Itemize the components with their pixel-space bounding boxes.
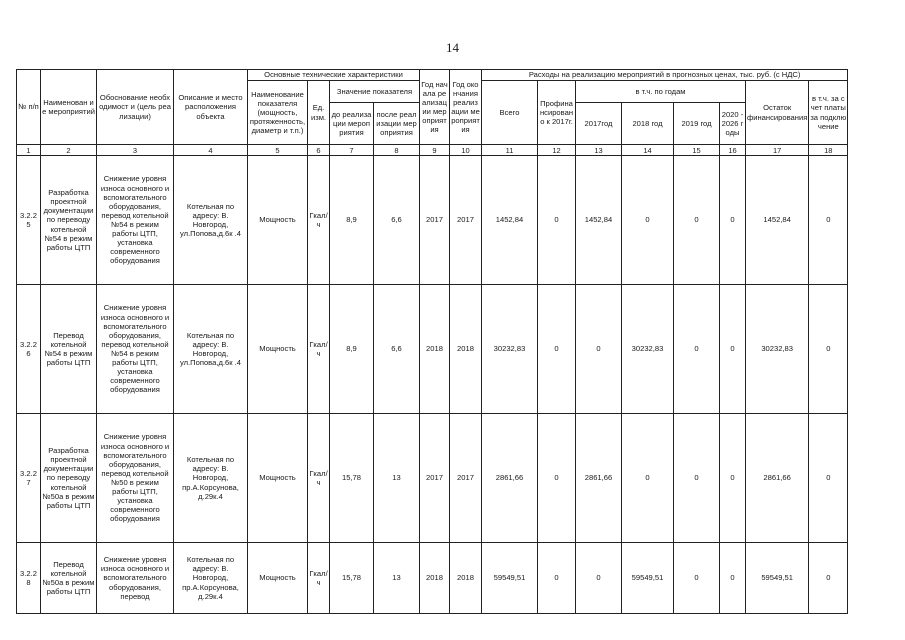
cell-total: 30232,83 [482,285,538,414]
cell-location: Котельная по адресу: В. Новгород, пр.А.Корсунова, д.29к.4 [174,414,248,543]
cell-2018: 59549,51 [622,543,674,614]
header-location: Описание и место расположения объекта [174,70,248,145]
measures-table [16,69,848,614]
cell-financed: 0 [538,285,576,414]
cell-2018: 30232,83 [622,285,674,414]
header-2019: 2019 год [674,103,720,145]
col-number: 5 [248,145,308,156]
cell-num: 3.2.2 5 [17,156,41,285]
col-number: 9 [420,145,450,156]
cell-num: 3.2.2 8 [17,543,41,614]
cell-year-end: 2018 [450,543,482,614]
table-row [17,414,848,543]
cell-remain: 59549,51 [746,543,809,614]
cell-remain: 30232,83 [746,285,809,414]
header-2017: 2017год [576,103,622,145]
cell-2019: 0 [674,156,720,285]
cell-reason-text: Снижение уровня износа основного и вспомогательного оборудования, перевод котельной №54 в режим работы ЦТП, установка современного оборудования [100,174,170,266]
cell-indicator: Мощность [248,156,308,285]
cell-2017: 0 [576,285,622,414]
cell-reason [97,543,174,614]
cell-num: 3.2.2 7 [17,414,41,543]
header-before: до реализации мероприятия [330,103,374,145]
col-number: 17 [746,145,809,156]
cell-indicator: Мощность [248,414,308,543]
cell-name: Перевод котельной №54 в режим работы ЦТП [41,285,97,414]
cell-2018: 0 [622,414,674,543]
cell-indicator: Мощность [248,543,308,614]
cell-unit: Гкал/ч [308,543,330,614]
cell-2019: 0 [674,285,720,414]
cell-before: 15,78 [330,543,374,614]
header-name: Наименован ие мероприятий [41,70,97,145]
cell-year-end: 2017 [450,156,482,285]
col-number: 4 [174,145,248,156]
col-number: 12 [538,145,576,156]
cell-location: Котельная по адресу: В. Новгород, пр.А.Корсунова, д.29к.4 [174,543,248,614]
cell-after: 13 [374,543,420,614]
cell-total: 2861,66 [482,414,538,543]
header-year-start: Год начала реализации мероприятия [420,70,450,145]
cell-location: Котельная по адресу: В. Новгород, ул.Попова,д.6к .4 [174,156,248,285]
cell-year-end: 2018 [450,285,482,414]
col-number: 2 [41,145,97,156]
cell-before: 8,9 [330,285,374,414]
cell-location: Котельная по адресу: В. Новгород, ул.Попова,д.6к .4 [174,285,248,414]
cell-year-start: 2018 [420,285,450,414]
cell-indicator: Мощность [248,285,308,414]
header-tech: Основные технические характеристики [248,70,420,81]
cell-2018: 0 [622,156,674,285]
header-total: Всего [482,81,538,145]
cell-2020-2026: 0 [720,285,746,414]
cell-fee: 0 [809,156,848,285]
header-value: Значение показателя [330,81,420,103]
col-number: 8 [374,145,420,156]
column-numbers-row [17,145,848,156]
header-remain: Остаток финансирования [746,81,809,145]
cell-reason-text: Снижение уровня износа основного и вспомогательного оборудования, перевод [100,555,170,601]
cell-reason-text: Снижение уровня износа основного и вспомогательного оборудования, перевод котельной №54 в режим работы ЦТП, установка современного оборудования [100,303,170,395]
header-indicator: Наименование показателя (мощность, протяженность, диаметр и т.п.) [248,81,308,145]
col-number: 11 [482,145,538,156]
cell-num: 3.2.2 6 [17,285,41,414]
header-after: после реализации мероприятия [374,103,420,145]
col-number: 15 [674,145,720,156]
cell-2017: 2861,66 [576,414,622,543]
cell-remain: 1452,84 [746,156,809,285]
cell-reason [97,156,174,285]
cell-2019: 0 [674,543,720,614]
cell-2019: 0 [674,414,720,543]
cell-before: 15,78 [330,414,374,543]
header-by-years: в т.ч. по годам [576,81,746,103]
cell-remain: 2861,66 [746,414,809,543]
cell-2020-2026: 0 [720,414,746,543]
cell-2020-2026: 0 [720,543,746,614]
cell-unit: Гкал/ч [308,285,330,414]
cell-year-start: 2017 [420,156,450,285]
cell-2020-2026: 0 [720,156,746,285]
header-num: № п/п [17,70,41,145]
header-costs: Расходы на реализацию мероприятий в прогнозных ценах, тыс. руб. (с НДС) [482,70,848,81]
table-row [17,285,848,414]
cell-fee: 0 [809,285,848,414]
header-financed: Профинансировано к 2017г. [538,81,576,145]
col-number: 7 [330,145,374,156]
table-row [17,543,848,614]
col-number: 6 [308,145,330,156]
cell-reason-text: Снижение уровня износа основного и вспомогательного оборудования, перевод котельной №50 в режим работы ЦТП, установка современного оборудования [100,432,170,524]
cell-total: 1452,84 [482,156,538,285]
header-year-end: Год окончания реализации мероприятия [450,70,482,145]
header-fee: в т.ч. за счет платы за подключение [809,81,848,145]
cell-after: 6,6 [374,156,420,285]
col-number: 3 [97,145,174,156]
page-number: 14 [446,40,459,55]
cell-reason [97,285,174,414]
cell-financed: 0 [538,156,576,285]
table-row [17,156,848,285]
cell-year-end: 2017 [450,414,482,543]
cell-total: 59549,51 [482,543,538,614]
cell-name: Разработка проектной документации по переводу котельной №54 в режим работы ЦТП [41,156,97,285]
cell-before: 8,9 [330,156,374,285]
col-number: 10 [450,145,482,156]
cell-name: Перевод котельной №50а в режим работы ЦТП [41,543,97,614]
cell-after: 13 [374,414,420,543]
header-2020-2026: 2020 - 2026 годы [720,103,746,145]
col-number: 13 [576,145,622,156]
col-number: 16 [720,145,746,156]
header-2018: 2018 год [622,103,674,145]
cell-unit: Гкал/ч [308,156,330,285]
cell-2017: 0 [576,543,622,614]
cell-after: 6,6 [374,285,420,414]
cell-financed: 0 [538,414,576,543]
cell-reason [97,414,174,543]
col-number: 18 [809,145,848,156]
cell-financed: 0 [538,543,576,614]
cell-fee: 0 [809,543,848,614]
cell-2017: 1452,84 [576,156,622,285]
cell-unit: Гкал/ч [308,414,330,543]
cell-year-start: 2017 [420,414,450,543]
cell-year-start: 2018 [420,543,450,614]
cell-name: Разработка проектной документации по переводу котельной №50а в режим работы ЦТП [41,414,97,543]
cell-fee: 0 [809,414,848,543]
col-number: 1 [17,145,41,156]
header-unit: Ед. изм. [308,81,330,145]
col-number: 14 [622,145,674,156]
header-reason: Обоснование необходимост и (цель реализации) [97,70,174,145]
